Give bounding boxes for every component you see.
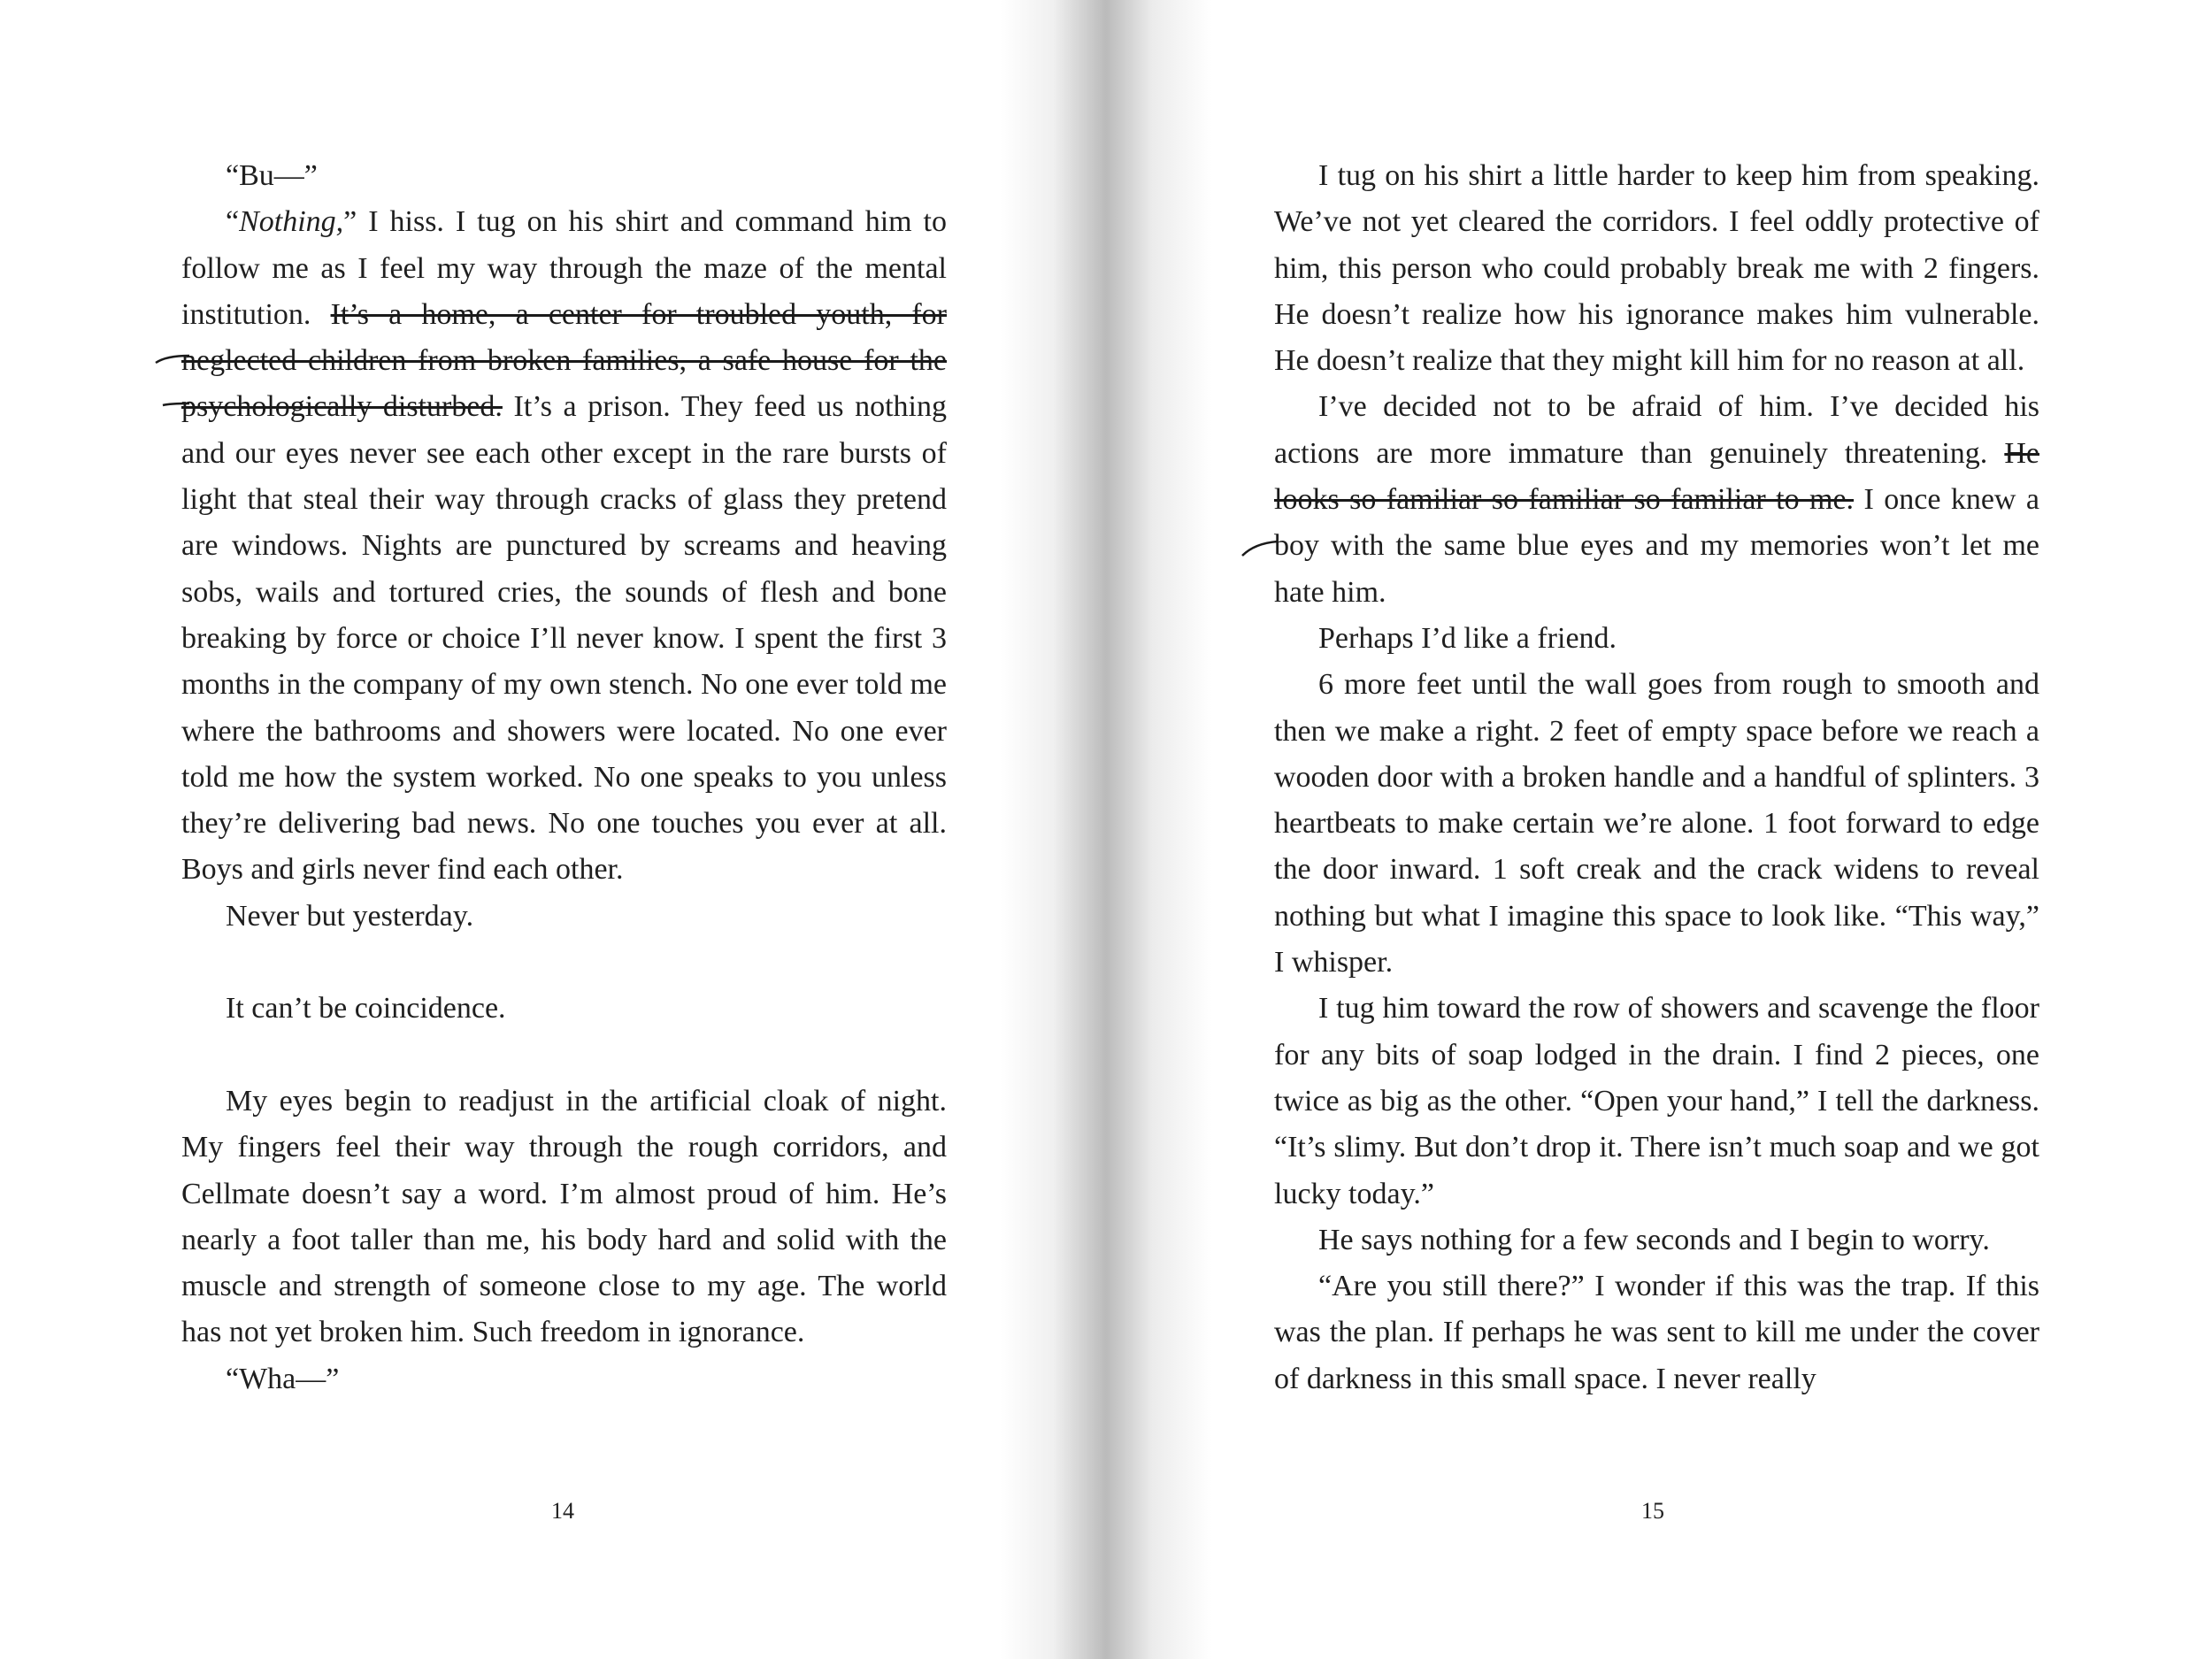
- scene-break: [181, 1033, 947, 1079]
- right-para-5: I tug him toward the row of showers and scavenge the floor for any bits of soap lodged in the drain. I find 2 pieces, one twice as big as the other. “Open your hand,” I tell the darkness. “It’s slimy. But don’t drop it. There isn’t much soap and we got lucky today.”: [1274, 992, 2039, 1210]
- right-para-1: I tug on his shirt a little harder to keep him from speaking. We’ve not yet cleared the corridors. I feel oddly protective of him, this person who could probably break me with 2 fingers. He doesn’t realize how his ignorance makes him vulnerable. He doesn’t realize that they might kill him for no reason at all.: [1274, 159, 2039, 378]
- left-para-5: My eyes begin to readjust in the artificial cloak of night. My fingers feel their way through the rough corridors, and Cellmate doesn’t say a word. I’m almost proud of him. He’s nearly a foot taller than me, his body hard and solid with the muscle and strength of someone close to my age. The world has not yet broken him. Such freedom in ignorance.: [181, 1084, 947, 1349]
- left-para-4: It can’t be coincidence.: [226, 992, 506, 1025]
- right-para-2-text: I’ve decided not to be afraid of him. I’ve decided his actions are more immature than genuinely threatening.: [1274, 390, 2039, 470]
- book-gutter-shadow: [1000, 0, 1212, 1659]
- right-strikethrough-text: He looks so familiar so familiar so familiar to me.: [1274, 436, 2039, 517]
- left-strikethrough-text: It’s a home, a center for troubled youth, for neglected children from broken families, a safe house for the psychologically disturbed.: [181, 297, 947, 424]
- left-para-2-text: ” I hiss. I tug on his shirt and command him to follow me as I feel my way through the maze of the mental institution.: [181, 205, 947, 331]
- scene-break: [181, 940, 947, 986]
- left-para-1: “Bu—”: [226, 159, 318, 192]
- strike-hook-mark: [1237, 534, 1281, 561]
- right-page-text: [1274, 153, 2039, 1402]
- page-number-right: 15: [1641, 1498, 1664, 1524]
- right-para-4: 6 more feet until the wall goes from rough to smooth and then we make a right. 2 feet of empty space before we reach a wooden door with a broken handle and a handful of splinters. 3 heartbeats to make certain we’re alone. 1 foot forward to edge the door inward. 1 soft creak and the crack widens to reveal nothing but what I imagine this space to look like. “This way,” I whisper.: [1274, 668, 2039, 979]
- left-para-2-tail: It’s a prison. They feed us nothing and our eyes never see each other except in the rare bursts of light that steal their way through cracks of glass they pretend are windows. Nights are punctured by screams and heaving sobs, wails and tortured cries, the sounds of flesh and bone breaking by force or choice I’ll never know. I spent the first 3 months in the company of my own stench. No one ever told me where the bathrooms and showers were located. No one ever told me how the system worked. No one speaks to you unless they’re delivering bad news. No one touches you ever at all. Boys and girls never find each other.: [181, 390, 947, 887]
- left-para-6: “Wha—”: [226, 1362, 340, 1395]
- right-para-3: Perhaps I’d like a friend.: [1318, 621, 1617, 655]
- right-para-6: He says nothing for a few seconds and I begin to worry.: [1318, 1223, 1990, 1256]
- left-para-2-emphasis: Nothing,: [239, 205, 344, 239]
- right-para-2: [1274, 384, 2039, 615]
- left-para-2: “Nothing,” I hiss. I tug on his shirt and command him to follow me as I feel my way through the maze of the mental institution. It’s a home, a center for troubled youth, for neglected children from broken families, a safe house for the psychologically disturbed. It’s a prison. They feed us nothing and our eyes never see each other except in the rare bursts of light that steal their way through cracks of glass they pretend are windows. Nights are punctured by screams and heaving sobs, wails and tortured cries, the sounds of flesh and bone breaking by force or choice I’ll never know. I spent the first 3 months in the company of my own stench. No one ever told me where the bathrooms and showers were located. No one ever told me how the system worked. No one speaks to you unless they’re delivering bad news. No one touches you ever at all. Boys and girls never find each other.: [181, 205, 947, 887]
- strike-hook-mark: [150, 350, 195, 412]
- right-para-7: “Are you still there?” I wonder if this was the trap. If this was the plan. If perhaps he was sent to kill me under the cover of darkness in this small space. I never really: [1274, 1270, 2039, 1395]
- page-number-left: 14: [551, 1498, 574, 1524]
- left-page-text: [181, 153, 947, 1402]
- left-para-3: Never but yesterday.: [226, 899, 474, 933]
- right-para-2-tail: I once knew a boy with the same blue eyes and my memories won’t let me hate him.: [1274, 483, 2039, 609]
